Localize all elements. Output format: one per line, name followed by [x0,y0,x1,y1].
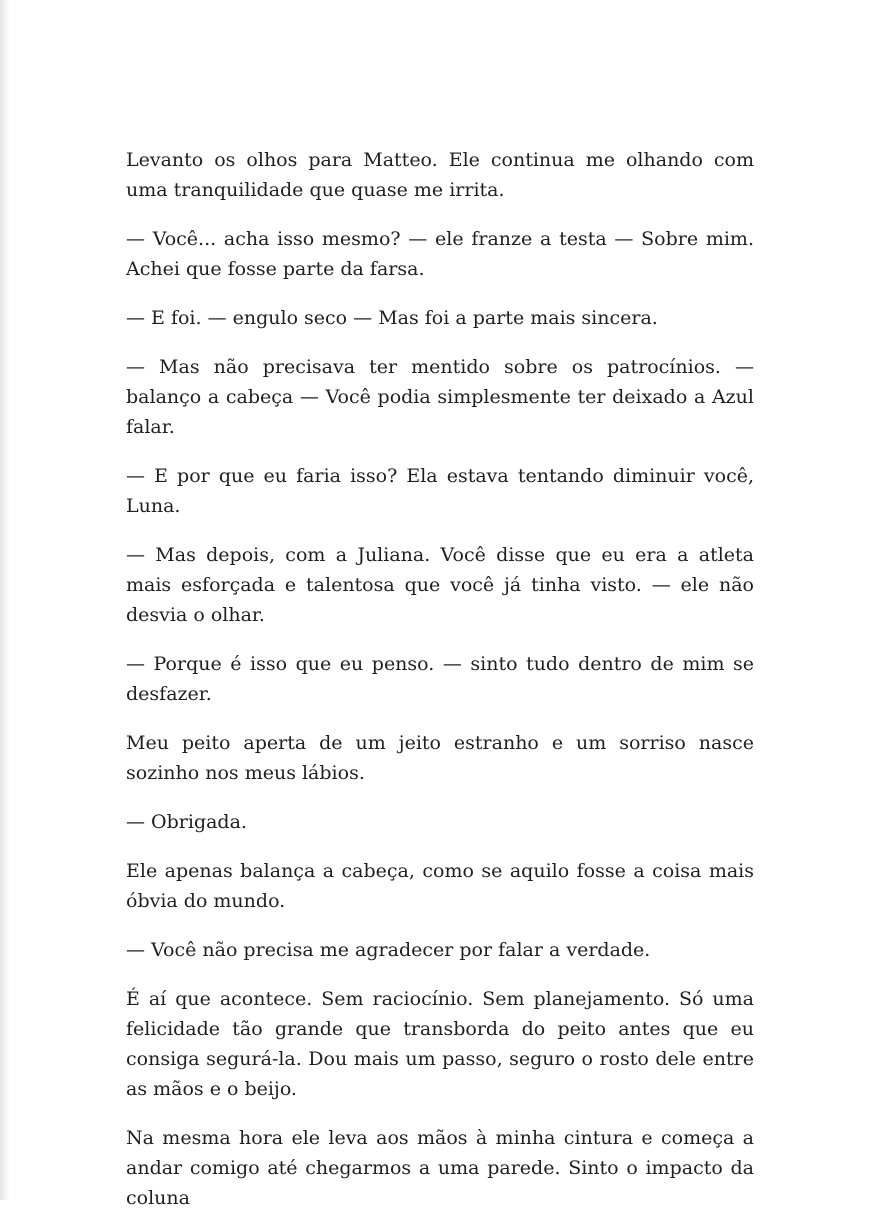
paragraph: — E por que eu faria isso? Ela estava tentando diminuir você, Luna. [126,465,754,517]
paragraph: Na mesma hora ele leva aos mãos à minha cintura e começa a andar comigo até chegarmos a uma parede. Sinto o impacto da coluna [126,1127,754,1209]
paragraph: — Mas não precisava ter mentido sobre os patrocínios. — balanço a cabeça — Você podia simplesmente ter deixado a Azul falar. [126,356,754,438]
paragraph: — Porque é isso que eu penso. — sinto tudo dentro de mim se desfazer. [126,653,754,705]
page-body-text [126,145,754,1213]
paragraph: Levanto os olhos para Matteo. Ele continua me olhando com uma tranquilidade que quase me irrita. [126,149,754,201]
paragraph: — Você... acha isso mesmo? — ele franze a testa — Sobre mim. Achei que fosse parte da farsa. [126,228,754,280]
page-edge-shadow [0,0,10,1200]
paragraph: — Mas depois, com a Juliana. Você disse que eu era a atleta mais esforçada e talentosa que você já tinha visto. — ele não desvia o olhar. [126,544,754,626]
paragraph: — E foi. — engulo seco — Mas foi a parte mais sincera. [126,307,658,329]
paragraph: — Obrigada. [126,811,247,833]
paragraph: Meu peito aperta de um jeito estranho e um sorriso nasce sozinho nos meus lábios. [126,732,754,784]
paragraph: É aí que acontece. Sem raciocínio. Sem planejamento. Só uma felicidade tão grande que transborda do peito antes que eu consiga segurá-la. Dou mais um passo, seguro o rosto dele entre as mãos e o beijo. [126,988,754,1100]
paragraph: — Você não precisa me agradecer por falar a verdade. [126,939,651,961]
paragraph: Ele apenas balança a cabeça, como se aquilo fosse a coisa mais óbvia do mundo. [126,860,754,912]
